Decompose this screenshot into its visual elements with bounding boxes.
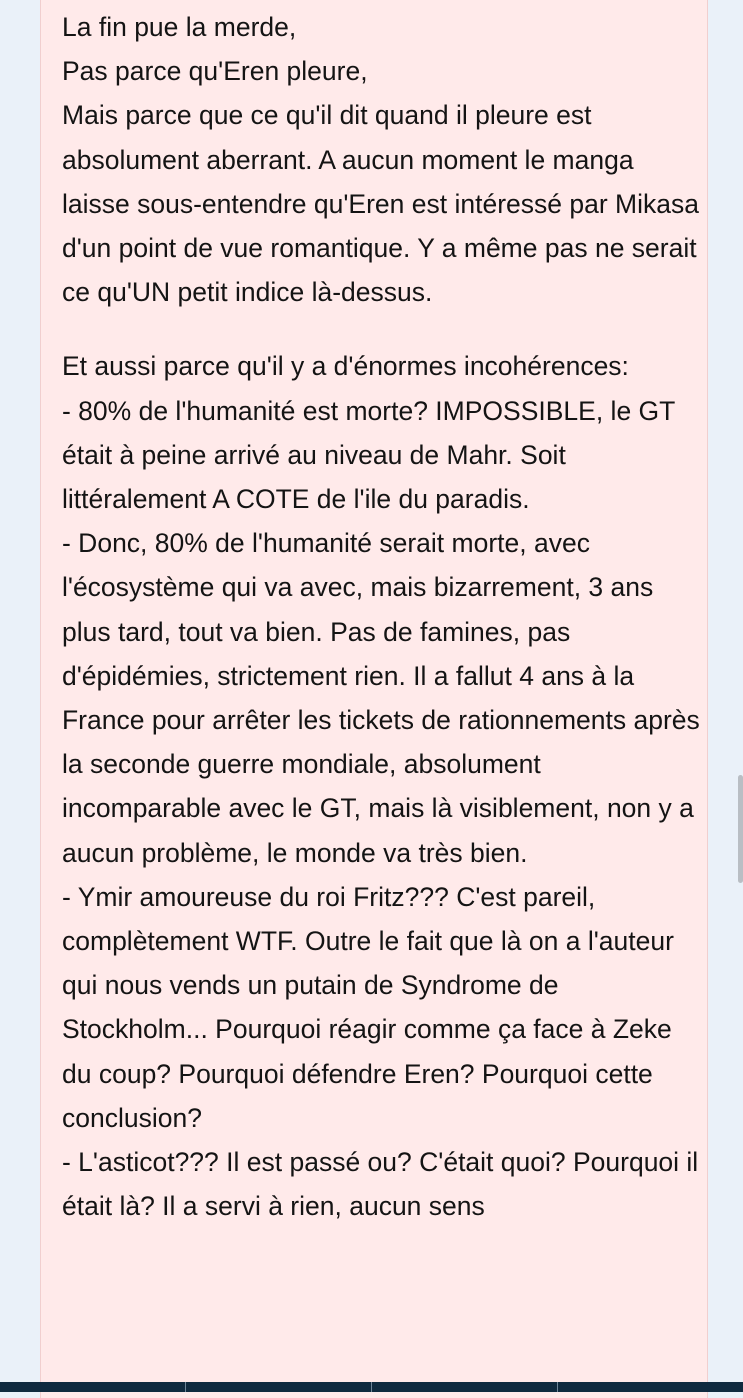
- bottom-nav-item[interactable]: [558, 1382, 743, 1392]
- post-paragraph-2: Et aussi parce qu'il y a d'énormes incohérences: - 80% de l'humanité est morte? IMPOSSIBLE, le GT était à peine arrivé au niveau de Mahr. Soit littéralement A COTE de l'ile du paradis. - Donc, 80% de l'humanité serait morte, avec l'écosystème qui va avec, mais bizarrement, 3 ans plus tard, tout va bien. Pas de famines, pas d'épidémies, strictement rien. Il a fallut 4 ans à la France pour arrêter les tickets de rationnements après la seconde guerre mondiale, absolument incomparable avec le GT, mais là visiblement, non y a aucun problème, le monde va très bien. - Ymir amoureuse du roi Fritz??? C'est pareil, complètement WTF. Outre le fait que là on a l'auteur qui nous vends un putain de Syndrome de Stockholm... Pourquoi réagir comme ça face à Zeke du coup? Pourquoi défendre Eren? Pourquoi cette conclusion? - L'asticot??? Il est passé ou? C'était quoi? Pourquoi il était là? Il a servi à rien, aucun sens: [62, 351, 700, 1222]
- bottom-nav-bar: [0, 1382, 743, 1392]
- bottom-nav-item[interactable]: [0, 1382, 186, 1392]
- post-paragraph-1: La fin pue la merde, Pas parce qu'Eren pleure, Mais parce que ce qu'il dit quand il pleure est absolument aberrant. A aucun moment le manga laisse sous-entendre qu'Eren est intéressé par Mikasa d'un point de vue romantique. Y a même pas ne serait ce qu'UN petit indice là-dessus.: [62, 12, 699, 308]
- bottom-nav-item[interactable]: [186, 1382, 372, 1392]
- scrollbar[interactable]: [738, 775, 743, 883]
- bottom-nav-item[interactable]: [372, 1382, 558, 1392]
- paragraph-gap: [62, 314, 702, 344]
- post-body: [62, 5, 702, 1228]
